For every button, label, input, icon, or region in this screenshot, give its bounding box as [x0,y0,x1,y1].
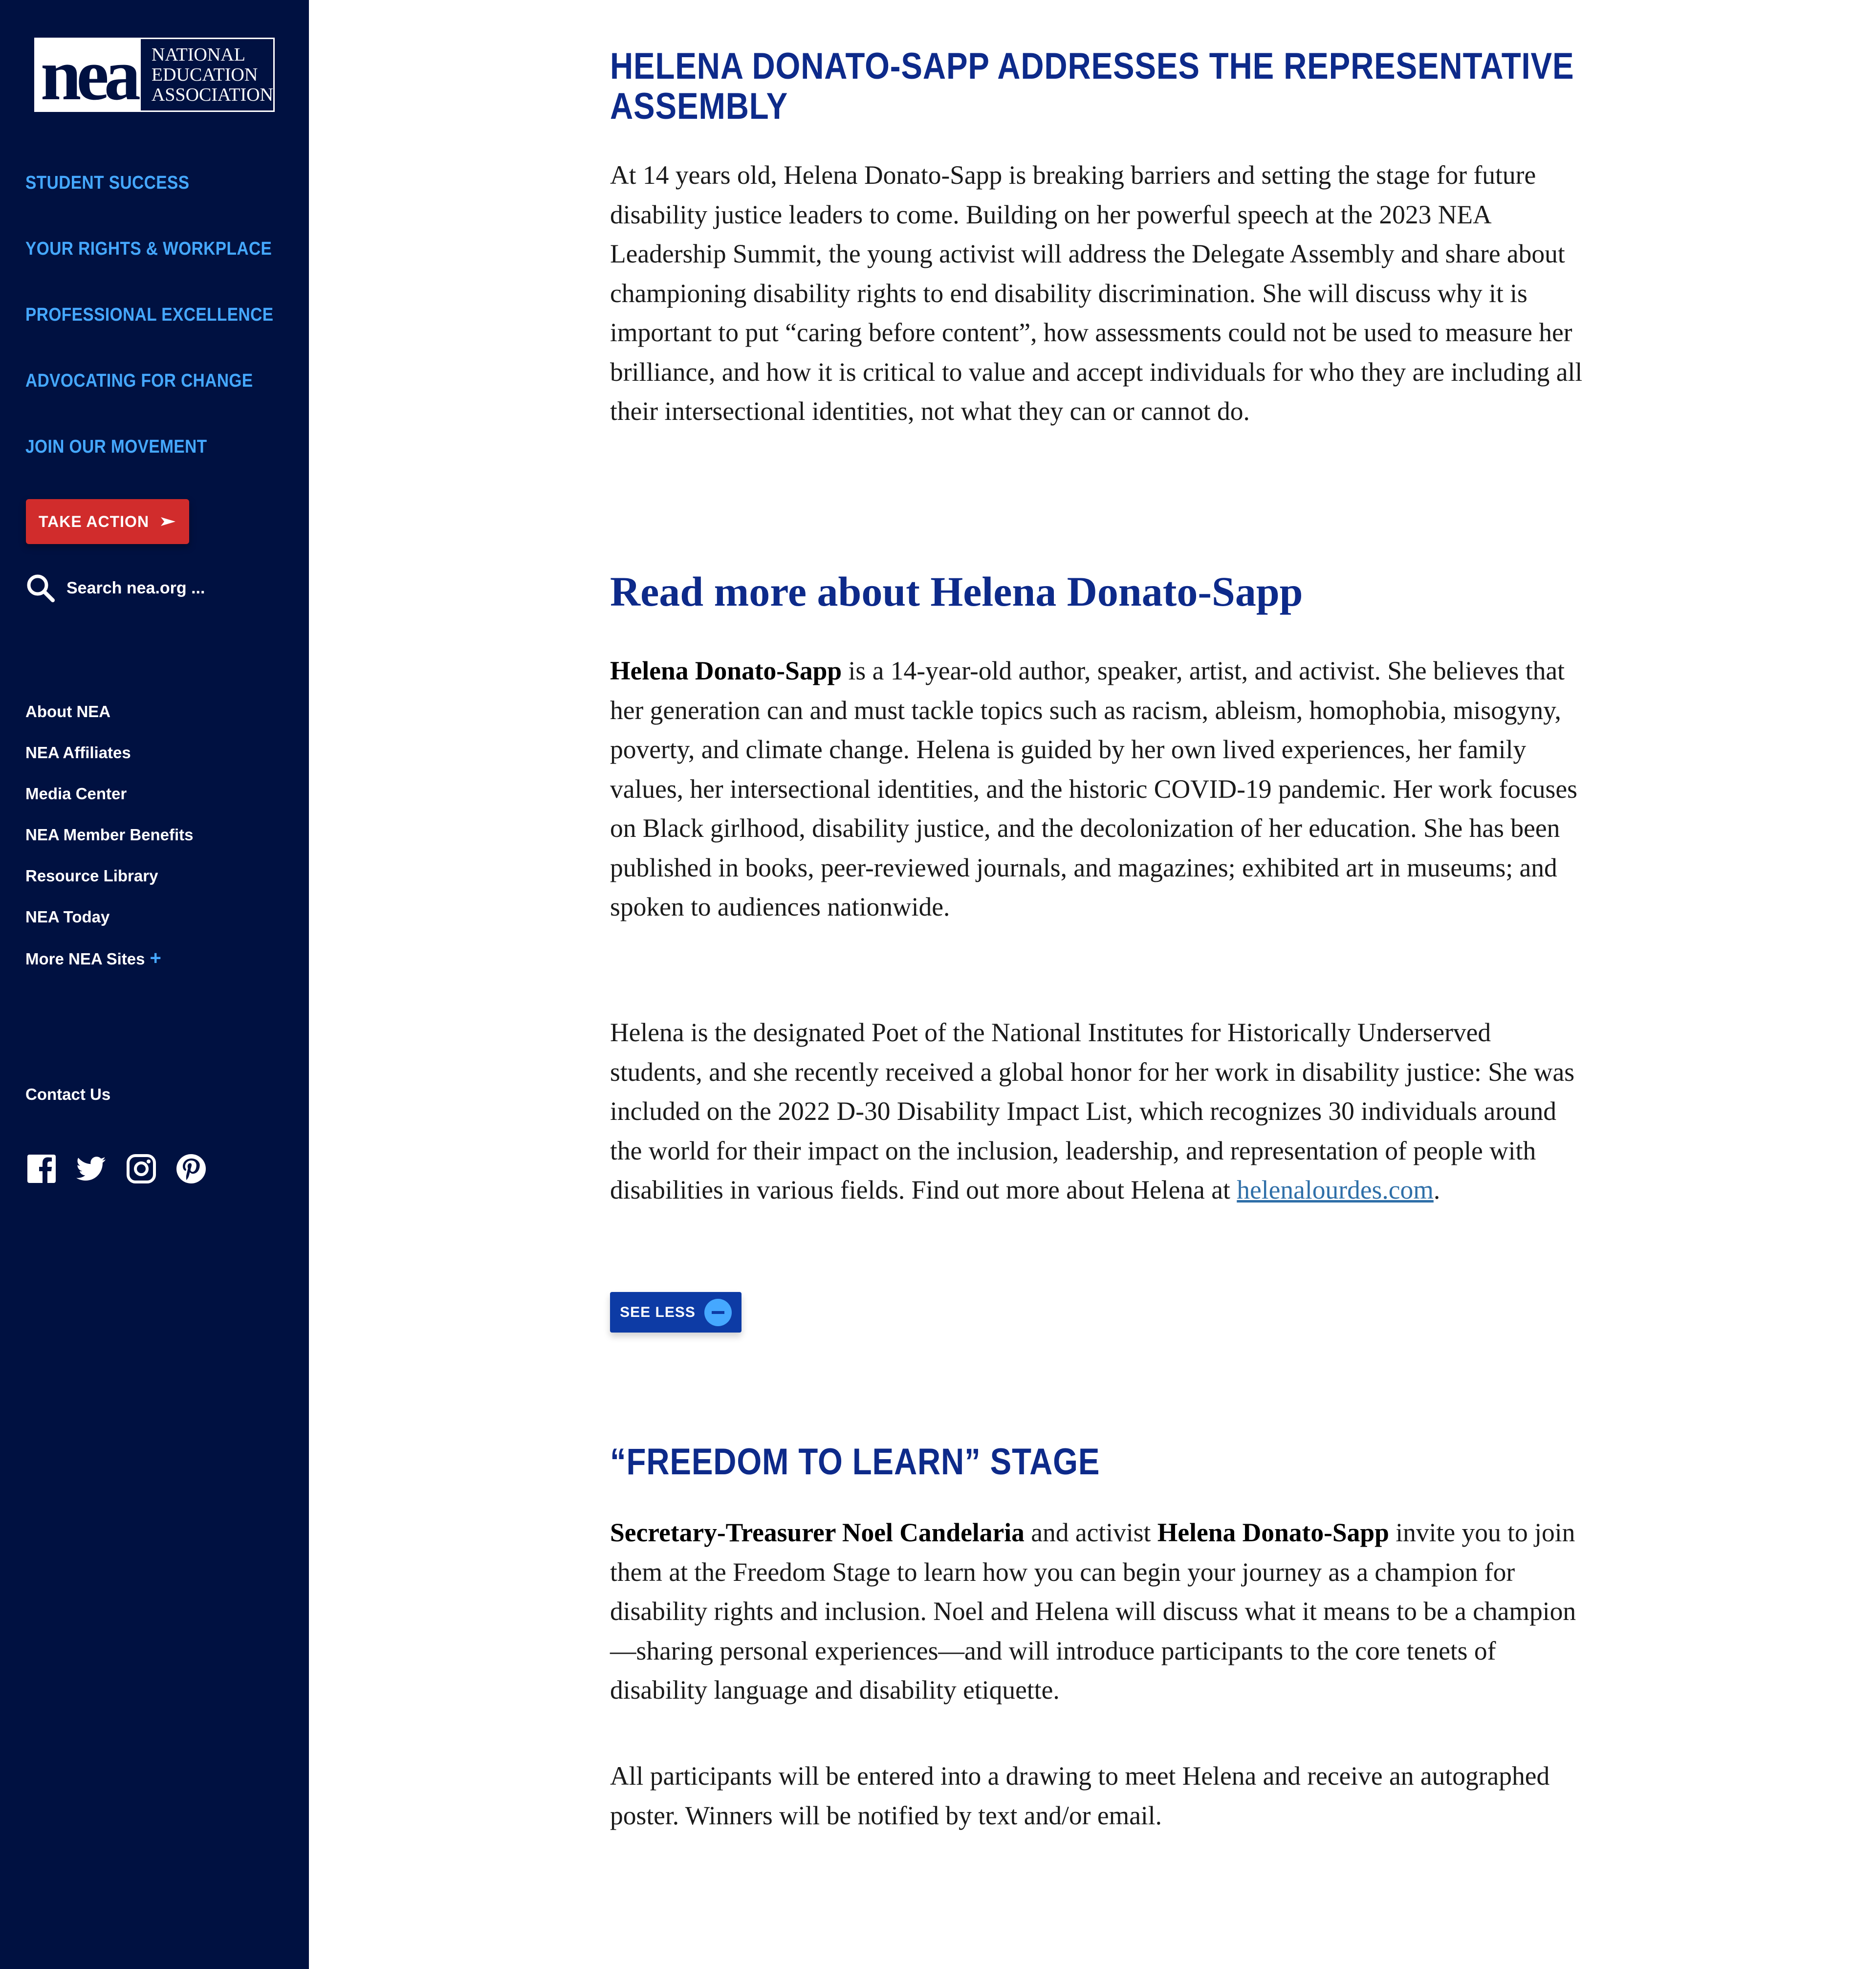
bio-text-2-body: Helena is the designated Poet of the National Institutes for Historically Underserved students, and she recently received a global honor for her work in disability justice: She was included on the 2022 D-30 Disability Impact List, which recognizes 30 individuals around the world for their impact on the inclusion, leadership, and representation of people with disabilities in various fields. Find out more about Helena at [610,1018,1575,1204]
section-representative-assembly [610,46,1734,127]
helenalourdes-link[interactable]: helenalourdes.com [1237,1175,1434,1204]
search-icon [25,573,56,603]
nav-item-professional-excellence[interactable]: PROFESSIONAL EXCELLENCE [25,305,274,325]
social-links [25,1153,207,1185]
pinterest-icon[interactable] [175,1153,207,1185]
nav-item-join-our-movement[interactable]: JOIN OUR MOVEMENT [25,437,207,457]
logo-wordmark [141,39,273,110]
logo-line: ASSOCIATION [151,85,273,105]
bio-text [610,651,1583,927]
sidebar [0,0,309,1969]
nav-item-your-rights-workplace[interactable]: YOUR RIGHTS & WORKPLACE [25,239,272,259]
take-action-button[interactable] [26,499,189,544]
bio-text-2 [610,1013,1583,1210]
search-input[interactable]: Search nea.org ... [66,578,205,597]
bio-name: Helena Donato-Sapp [610,656,842,685]
freedom-stage-text [610,1513,1583,1710]
intro-text [610,155,1583,431]
contact-us-link[interactable]: Contact Us [25,1085,111,1103]
logo-line: EDUCATION [151,65,258,85]
twitter-icon[interactable] [75,1153,108,1185]
freedom-paragraph-1 [610,1513,1583,1710]
nav-item-nea-today[interactable]: NEA Today [25,908,110,926]
nav-item-resource-library[interactable]: Resource Library [25,867,158,885]
nea-logo[interactable] [34,34,275,115]
read-more-heading: Read more about Helena Donato-Sapp [610,568,1303,615]
take-action-label: TAKE ACTION [38,512,150,530]
logo-mark: nea [36,39,141,110]
freedom-text-rest: invite you to join them at the Freedom Stage to learn how you can begin your journey as a champion for disability rights and inclusion. Noel and Helena will discuss what it means to be a champion—sharing personal experiences—and will introduce participants to the core tenets of disability language and disability etiquette. [610,1518,1576,1705]
section-heading [610,46,1577,127]
bio-paragraph-2 [610,1013,1583,1210]
nav-item-media-center[interactable]: Media Center [25,785,127,803]
instagram-icon[interactable] [125,1153,157,1185]
bio-text-rest: is a 14-year-old author, speaker, artist, and activist. She believes that her generation can and must tackle topics such as racism, ableism, homophobia, misogyny, poverty, and climate change. Helena is guided by her own lived experiences, her family values, her intersectional identities, and the historic COVID-19 pandemic. Her work focuses on Black girlhood, disability justice, and the decolonization of her education. She has been published in books, peer-reviewed journals, and magazines; exhibited art in museums; and spoken to audiences nationwide. [610,656,1577,921]
heading-line: HELENA DONATO-SAPP ADDRESSES THE REPRESENTATIVE [610,45,1574,87]
nav-item-about-nea[interactable]: About NEA [25,702,111,721]
heading-line: ASSEMBLY [610,86,788,127]
freedom-text-mid: and activist [1024,1518,1157,1547]
noel-name: Secretary-Treasurer Noel Candelaria [610,1518,1025,1547]
helena-name: Helena Donato-Sapp [1157,1518,1389,1547]
nav-item-more-nea-sites[interactable] [25,944,194,985]
primary-nav [25,167,307,497]
section-read-more [610,568,1303,615]
search-box[interactable] [25,573,205,603]
facebook-icon[interactable] [25,1153,58,1185]
bio-paragraph-1 [610,651,1583,927]
section-freedom-stage [610,1442,1734,1482]
see-less-label: SEE LESS [620,1304,696,1320]
bio-text-2-end: . [1433,1175,1440,1204]
logo-line: NATIONAL [151,44,245,65]
see-less-button[interactable] [610,1292,742,1333]
plus-icon: + [150,947,161,969]
freedom-stage-heading: “FREEDOM TO LEARN” STAGE [610,1441,1100,1483]
drawing-paragraph: All participants will be entered into a drawing to meet Helena and receive an autographed poster. Winners will be notified by text and/or email. [610,1761,1550,1830]
nav-item-student-success[interactable]: STUDENT SUCCESS [25,173,190,193]
more-sites-label: More NEA Sites [25,950,145,968]
drawing-text [610,1756,1583,1835]
nav-item-member-benefits[interactable]: NEA Member Benefits [25,826,194,844]
nav-item-nea-affiliates[interactable]: NEA Affiliates [25,744,131,762]
minus-circle-icon [704,1299,732,1326]
secondary-nav [25,698,194,985]
intro-paragraph: At 14 years old, Helena Donato-Sapp is breaking barriers and setting the stage for future disability justice leaders to come. Building on her powerful speech at the 2023 NEA Leadership Summit, the young activist will address the Delegate Assembly and share about championing disability rights to end disability discrimination. She will discuss why it is important to put “caring before content”, how assessments could not be used to measure her brilliance, and how it is critical to value and accept individuals for who they are including all their intersectional identities, not what they can or cannot do. [610,160,1583,426]
nav-item-advocating-for-change[interactable]: ADVOCATING FOR CHANGE [25,371,253,391]
arrow-right-icon [160,516,176,527]
